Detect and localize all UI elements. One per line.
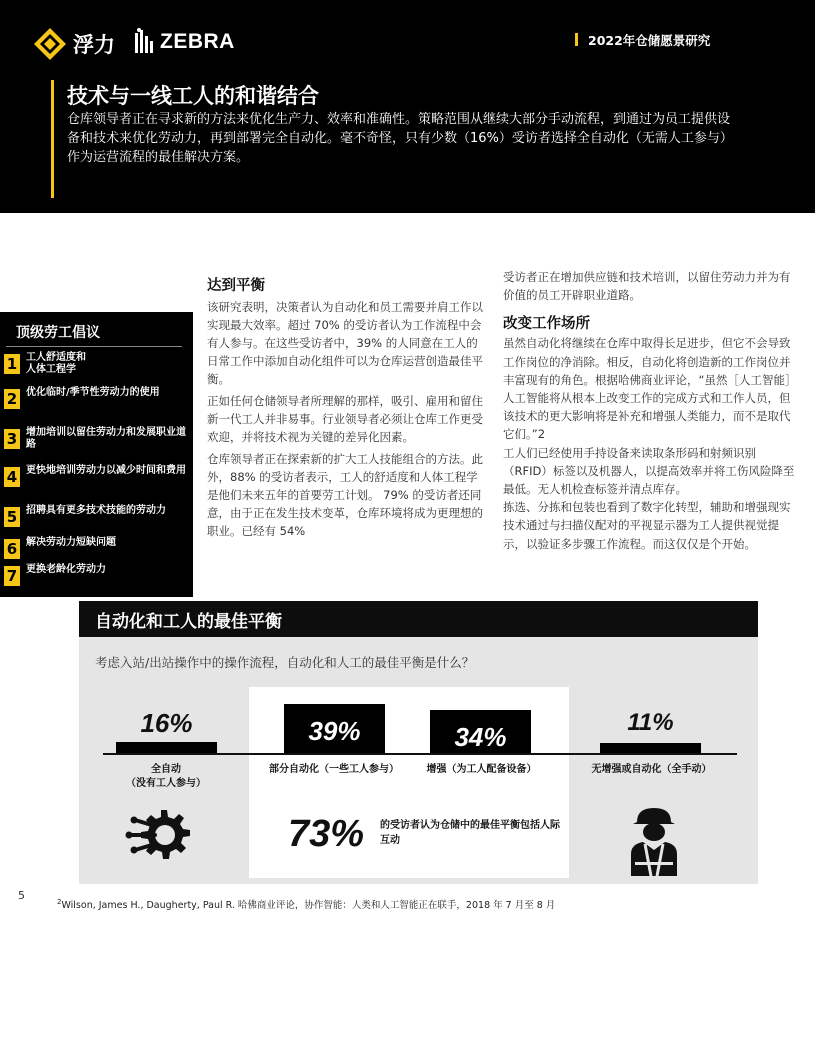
sidebar-item-label: 优化临时/季节性劳动力的使用 xyxy=(26,387,160,398)
sidebar-item-label: 招聘具有更多技术技能的劳动力 xyxy=(26,505,166,516)
report-title: 2022年仓储愿景研究 xyxy=(588,33,711,48)
header-banner xyxy=(0,0,815,213)
chart-bar xyxy=(116,742,217,753)
section-heading-workplace: 改变工作场所 xyxy=(503,316,590,333)
sidebar-item xyxy=(4,564,189,592)
footnote-mark: 2 xyxy=(57,897,62,906)
sidebar-item-number: 5 xyxy=(4,507,20,527)
brand-zebra: ZEBRA xyxy=(160,30,235,53)
chart-category-label: 部分自动化（一些工人参与） xyxy=(269,764,399,775)
footnote xyxy=(57,897,555,911)
page-number: 5 xyxy=(18,889,25,902)
chart-value-label: 34% xyxy=(454,722,507,752)
section-heading-balance: 达到平衡 xyxy=(207,278,265,294)
sidebar-item-label: 更快地培训劳动力以减少时间和费用 xyxy=(26,465,186,476)
footnote-text: Wilson, James H., Daugherty, Paul R. 哈佛商业评论，协作智能：人类和人工智能正在联手，2018 年 7 月至 8 月 xyxy=(61,900,556,911)
zebra-logo-icon xyxy=(133,27,157,57)
body-paragraph: 仓库领导者正在探索新的扩大工人技能组合的方法。此外，88% 的受访者表示，工人的舒适度和人体工程学是他们未来五年的首要劳工计划。 79% 的受访者还同意，由于正在发生技术变革，仓库环境将成为更理想的职业。已经有 54% xyxy=(207,452,483,538)
sidebar-item xyxy=(4,537,189,565)
page-title: 技术与一线工人的和谐结合 xyxy=(67,84,319,108)
sidebar-divider xyxy=(6,346,182,347)
body-paragraph: 拣选、分拣和包装也看到了数字化转型，辅助和增强现实技术通过与扫描仪配对的平视显示器为工人提供视觉提示，以验证多步骤工作流程。而这仅仅是个开始。 xyxy=(503,500,791,551)
chart-value-label: 39% xyxy=(308,716,361,746)
chart-value-label: 16% xyxy=(140,708,193,738)
report-title-accent xyxy=(575,33,578,46)
chart-category-label: 增强（为工人配备设备） xyxy=(426,764,537,775)
big-percentage-caption: 的受访者认为仓储中的最佳平衡包括人际互动 xyxy=(380,820,560,846)
labor-initiatives-sidebar xyxy=(0,312,193,597)
sidebar-item-number: 1 xyxy=(4,354,20,374)
sidebar-item-number: 3 xyxy=(4,429,20,449)
sidebar-item-label: 解决劳动力短缺问题 xyxy=(26,537,116,548)
sidebar-item xyxy=(4,352,189,380)
body-paragraph: 受访者正在增加供应链和技术培训，以留住劳动力并为有价值的员工开辟职业道路。 xyxy=(503,270,791,303)
gear-icon xyxy=(125,806,197,868)
sidebar-title: 顶级劳工倡议 xyxy=(16,325,100,341)
sidebar-item-number: 2 xyxy=(4,389,20,409)
body-paragraph: 虽然自动化将继续在仓库中取得长足进步，但它不会导致工作岗位的净消除。相反，自动化将创造新的工作岗位并丰富现有的角色。根据哈佛商业评论，“虽然［人工智能］人工智能将从根本上改变工作的完成方式和工作人员，但该技术的更大影响将是补充和增强人类能力，而不是取代它们。”2 xyxy=(503,336,797,442)
chart-value-label: 11% xyxy=(627,709,674,736)
sidebar-item xyxy=(4,465,189,493)
survey-question: 考虑入站/出站操作中的操作流程，自动化和人工的最佳平衡是什么？ xyxy=(95,655,475,670)
sidebar-item-label: 增加培训以留住劳动力和发展职业道路 xyxy=(26,427,186,450)
brand-fuli: 浮力 xyxy=(73,33,115,57)
body-paragraph: 正如任何仓储领导者所理解的那样，吸引、雇用和留住新一代工人并非易事。行业领导者必须让仓库工作更受欢迎，并将技术视为关键的差异化因素。 xyxy=(207,394,483,444)
infographic-title: 自动化和工人的最佳平衡 xyxy=(95,612,282,632)
fuli-logo-icon xyxy=(33,27,67,61)
infographic-title-bar xyxy=(79,601,758,637)
sidebar-item-number: 7 xyxy=(4,566,20,586)
sidebar-item-label: 工人舒适度和 人体工程学 xyxy=(26,352,86,375)
right-column xyxy=(503,268,800,553)
intro-paragraph: 仓库领导者正在寻求新的方法来优化生产力、效率和准确性。策略范围从继续大部分手动流程，到通过为员工提供设备和技术来优化劳动力，再到部署完全自动化。毫不奇怪，只有少数（16%）受访者选择全自动化（无需人工参与）作为运营流程的最佳解决方案。 xyxy=(67,112,731,165)
sidebar-item xyxy=(4,505,189,533)
chart-category-label: 无增强或自动化（全手动） xyxy=(591,764,712,775)
sidebar-item-label: 更换老龄化劳动力 xyxy=(26,564,106,575)
title-accent-line xyxy=(51,80,54,198)
worker-icon xyxy=(623,804,685,876)
sidebar-item xyxy=(4,427,189,455)
sidebar-item-number: 4 xyxy=(4,467,20,487)
sidebar-item xyxy=(4,387,189,415)
sidebar-item-number: 6 xyxy=(4,539,20,559)
middle-column xyxy=(207,274,489,544)
big-percentage: 73% xyxy=(288,813,365,855)
chart-bar xyxy=(600,743,701,753)
balance-infographic xyxy=(79,601,758,884)
chart-baseline xyxy=(103,753,737,755)
body-paragraph: 该研究表明，决策者认为自动化和员工需要并肩工作以实现最大效率。超过 70% 的受访者认为工作流程中会有人参与。在这些受访者中，39% 的人同意在工人的日常工作中添加自动化组件可以为仓库运营创造最佳平衡。 xyxy=(207,300,483,386)
chart-category-label: 全自动 （没有工人参与） xyxy=(126,764,206,789)
body-paragraph: 工人们已经使用手持设备来读取条形码和射频识别（RFID）标签以及机器人，以提高效率并将工伤风险降至最低。无人机检查标签并清点库存。 xyxy=(503,445,795,497)
